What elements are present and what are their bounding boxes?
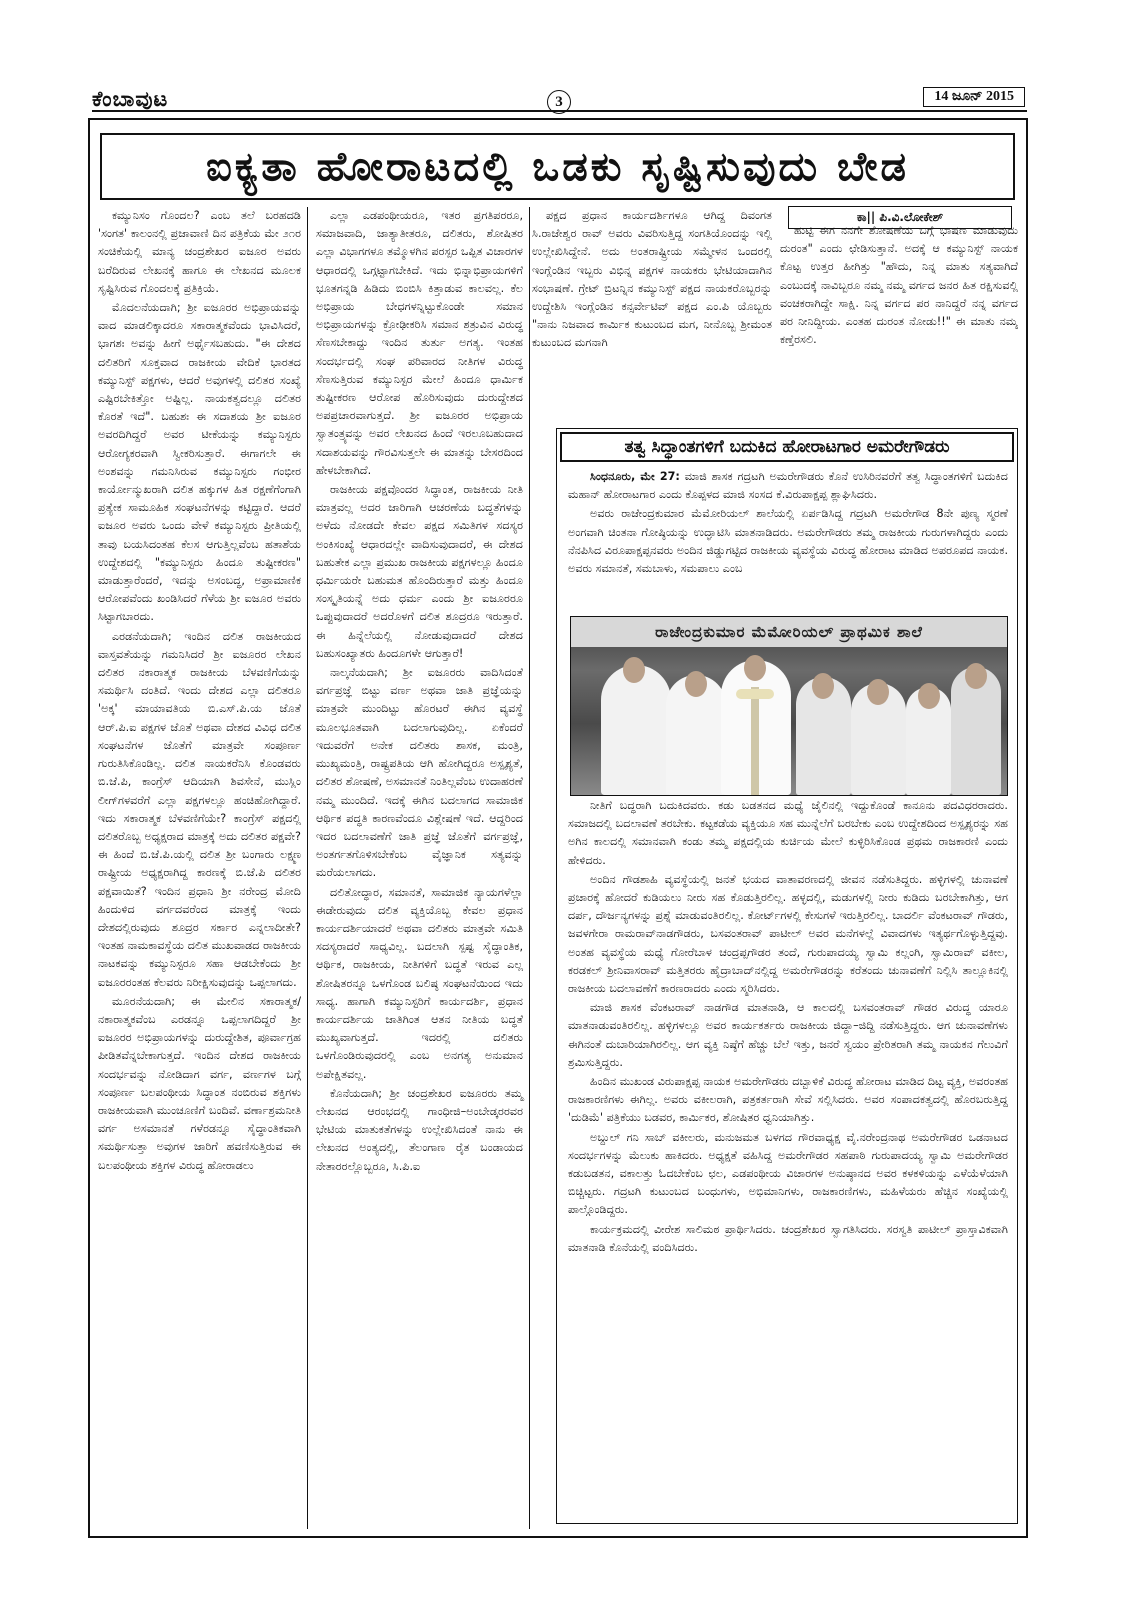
side-story-headline: ತತ್ವ ಸಿದ್ಧಾಂತಗಳಿಗೆ ಬದುಕಿದ ಹೋರಾಟಗಾರ ಅಮರೇಗೌಡರು — [560, 432, 1014, 462]
oil-lamp-top — [736, 689, 774, 699]
person-head — [918, 683, 940, 709]
lead-text: ಮಾಜಿ ಶಾಸಕ ಗದ್ರಟಗಿ ಅಮರೇಗೌಡರು ಕೊನೆ ಉಸಿರಿನವರೆಗೆ ತತ್ವ ಸಿದ್ಧಾಂತಗಳಿಗೆ ಬದುಕಿದ ಮಹಾನ್ ಹೋರಾಟಗಾರ ಎಂದು ಕೊಪ್ಪಳದ ಮಾಜಿ ಸಂಸದ ಕೆ.ವಿರುಪಾಕ್ಷಪ್ಪ ಶ್ಲಾಘಿಸಿದರು. — [568, 470, 1008, 502]
paragraph: ಮೂರನೆಯದಾಗಿ; ಈ ಮೇಲಿನ ಸಕಾರಾತ್ಮಕ/ನಕಾರಾತ್ಮಕವೆಂಬ ಎರಡನ್ನೂ ಒಪ್ಪಲಾಗದಿದ್ದರೆ ಶ್ರೀ ಐಜೂರರ ಅಭಿಪ್ರಾಯಗಳನ್ನು ದುರುದ್ದೇಶಿತ, ಪೂರ್ವಾಗ್ರಹ ಪೀಡಿತವೆನ್ನಬೇಕಾಗುತ್ತದೆ. ಇಂದಿನ ದೇಶದ ರಾಜಕೀಯ ಸಂದರ್ಭವನ್ನು ನೋಡಿದಾಗ ವರ್ಗ, ವರ್ಣಗಳ ಬಗ್ಗೆ ಸಂಪೂರ್ಣ ಬಲಪಂಥೀಯ ಸಿದ್ಧಾಂತ ನಂಬಿರುವ ಶಕ್ತಿಗಳು ರಾಜಕೀಯವಾಗಿ ಮುಂಚೂಣಿಗೆ ಬಂದಿವೆ. ವರ್ಣಾಶ್ರಮನೀತಿ ವರ್ಗ ಅಸಮಾನತೆ ಗಳೆರಡನ್ನೂ ಸೈದ್ಧಾಂತಿಕವಾಗಿ ಸಮರ್ಥಿಸುತ್ತಾ ಅವುಗಳ ಜಾರಿಗೆ ಹವಣಿಸುತ್ತಿರುವ ಈ ಬಲಪಂಥೀಯ ಶಕ್ತಿಗಳ ವಿರುದ್ಧ ಹೋರಾಡಲು — [98, 994, 301, 1172]
side-story-intro — [568, 468, 1008, 612]
article-column-4 — [780, 222, 1018, 422]
author-byline: ಕಾ|| ಪಿ.ವಿ.ಲೋಕೇಶ್ — [788, 206, 1012, 229]
paragraph: ನಾಲ್ಕನೆಯದಾಗಿ; ಶ್ರೀ ಐಜೂರರು ವಾದಿಸಿದಂತೆ ವರ್ಗಪ್ರಜ್ಞೆ ಬಿಟ್ಟು ವರ್ಣ ಅಥವಾ ಜಾತಿ ಪ್ರಜ್ಞೆಯನ್ನು ಮಾತ್ರವೇ ಮುಂದಿಟ್ಟು ಹೊರಟರೆ ಈಗಿನ ವ್ಯವಸ್ಥೆ ಮೂಲಭೂತವಾಗಿ ಬದಲಾಗುವುದಿಲ್ಲ. ಏಕೆಂದರೆ ಇದುವರೆಗೆ ಅನೇಕ ದಲಿತರು ಶಾಸಕ, ಮಂತ್ರಿ, ಮುಖ್ಯಮಂತ್ರಿ, ರಾಷ್ಟ್ರಪತಿಯ ಆಗಿ ಹೋಗಿದ್ದರೂ ಅಸ್ಪೃಶ್ಯತೆ, ದಲಿತರ ಶೋಷಣೆ, ಅಸಮಾನತೆ ನಿಂತಿಲ್ಲವೆಂಬ ಉದಾಹರಣೆ ನಮ್ಮ ಮುಂದಿದೆ. ಇದಕ್ಕೆ ಈಗಿನ ಬದಲಾಗದ ಸಾಮಾಜಿಕ ಆರ್ಥಿಕ ಪದ್ಧತಿ ಕಾರಣವೆಂದೂ ವಿಶ್ಲೇಷಣೆ ಇದೆ. ಆದ್ದರಿಂದ ಇದರ ಬದಲಾವಣೆಗೆ ಜಾತಿ ಪ್ರಜ್ಞೆ ಜೊತೆಗೆ ವರ್ಗಪ್ರಜ್ಞೆ, ಅಂತರ್ಗತಗೊಳಿಸಬೇಕೆಂಬ ವೈಜ್ಞಾನಿಕ ಸತ್ಯವನ್ನು ಮರೆಯಲಾಗದು. — [316, 666, 523, 880]
paragraph: ನೀತಿಗೆ ಬದ್ಧರಾಗಿ ಬದುಕಿದವರು. ಕಡು ಬಡತನದ ಮಧ್ಯೆ ಜೈಲಿನಲ್ಲಿ ಇದ್ದುಕೊಂಡೆ ಕಾನೂನು ಪದವಿಧರರಾದರು. ಸಮಾಜದಲ್ಲಿ ಬದಲಾವಣೆ ತರಬೇಕು. ಕಟ್ಟಕಡೆಯ ವ್ಯಕ್ತಿಯೂ ಸಹ ಮುನ್ನೆಲೆಗೆ ಬರಬೇಕು ಎಂಬ ಉದ್ದೇಶದಿಂದ ಅಸ್ಪೃಶ್ಯರನ್ನು ಸಹ ಅಗಿನ ಕಾಲದಲ್ಲಿ ಸಮಾನವಾಗಿ ಕಂಡು ತಮ್ಮ ಪಕ್ಷದಲ್ಲಿಯ ಕುರ್ಚಿಯ ಮೇಲೆ ಕುಳ್ಳಿರಿಸಿಕೊಂಡ ಪ್ರಥಮ ರಾಜಕಾರಣಿ ಎಂದು ಹೇಳಿದರು. — [568, 799, 1008, 867]
oil-lamp-stand — [751, 687, 759, 795]
person-head — [744, 655, 766, 681]
paragraph: ದಲಿತೋದ್ಧಾರ, ಸಮಾನತೆ, ಸಾಮಾಜಿಕ ನ್ಯಾಯಗಳೆಲ್ಲಾ ಈಡೇರುವುದು ದಲಿತ ವ್ಯಕ್ತಿಯೊಬ್ಬ ಕೇವಲ ಪ್ರಧಾನ ಕಾರ್ಯದರ್ಶಿಯಾದರೆ ಅಥವಾ ದಲಿತರು ಮಾತ್ರವೇ ಸಮಿತಿ ಸದಸ್ಯರಾದರೆ ಸಾಧ್ಯವಿಲ್ಲ. ಬದಲಾಗಿ ಸ್ಪಷ್ಟ ಸೈದ್ಧಾಂತಿಕ, ಆರ್ಥಿಕ, ರಾಜಕೀಯ, ನೀತಿಗಳಿಗೆ ಬದ್ಧತೆ ಇರುವ ಎಲ್ಲ ಶೋಷಿತರನ್ನೂ ಒಳಗೊಂಡ ಬಲಿಷ್ಠ ಸಂಘಟನೆಯಿಂದ ಇದು ಸಾಧ್ಯ. ಹಾಗಾಗಿ ಕಮ್ಯುನಿಸ್ಟರಿಗೆ ಕಾರ್ಯದರ್ಶಿ, ಪ್ರಧಾನ ಕಾರ್ಯದರ್ಶಿಯ ಜಾತಿಗಿಂತ ಆತನ ನೀತಿಯ ಬದ್ಧತೆ ಮುಖ್ಯವಾಗುತ್ತದೆ. ಇದರಲ್ಲಿ ದಲಿತರು ಒಳಗೊಂಡಿರುವುದರಲ್ಲಿ ಎಂಬ ಅನಗತ್ಯ ಅನುಮಾನ ಅಪೇಕ್ಷಿತವಲ್ಲ. — [316, 885, 523, 1081]
paragraph: ರಾಜಕೀಯ ಪಕ್ಷವೊಂದರ ಸಿದ್ಧಾಂತ, ರಾಜಕೀಯ ನೀತಿ ಮಾತ್ರವಲ್ಲ ಅದರ ಜಾರಿಗಾಗಿ ಆಚರಣೆಯ ಬದ್ಧತೆಗಳನ್ನು ಅಳೆದು ನೋಡದೇ ಕೇವಲ ಪಕ್ಷದ ಸಮಿತಿಗಳ ಸದಸ್ಯರ ಅಂಕಿಸಂಖ್ಯೆ ಆಧಾರದಲ್ಲೇ ವಾದಿಸುವುದಾದರೆ, ಈ ದೇಶದ ಬಹುತೇಕ ಎಲ್ಲಾ ಪ್ರಮುಖ ರಾಜಕೀಯ ಪಕ್ಷಗಳಲ್ಲೂ ಹಿಂದೂ ಧರ್ಮಿಯರೇ ಬಹುಮತ ಹೊಂದಿರುತ್ತಾರೆ ಮತ್ತು ಹಿಂದೂ ಸಂಸ್ಕೃತಿಯನ್ನೆ ಅದು ಧರ್ಮ ಎಂದು ಶ್ರೀ ಐಜೂರರೂ ಒಪ್ಪುವುದಾದರೆ ಅದರೊಳಗೆ ದಲಿತ ಶೂದ್ರರೂ ಇರುತ್ತಾರೆ. ಈ ಹಿನ್ನೆಲೆಯಲ್ಲಿ ನೋಡುವುದಾದರೆ ದೇಶದ ಬಹುಸಂಖ್ಯಾತರು ಹಿಂದೂಗಳೇ ಆಗುತ್ತಾರೆ! — [316, 483, 523, 660]
lead-paragraph — [568, 468, 1008, 504]
photo-banner-text: ರಾಜೇಂದ್ರಕುಮಾರ ಮೆಮೋರಿಯಲ್ ಪ್ರಾಥಮಿಕ ಶಾಲೆ — [571, 617, 1007, 647]
dateline: ಸಿಂಧನೂರು, ಮೇ 27: — [590, 470, 680, 483]
person-head — [623, 657, 645, 683]
paragraph: ಪಕ್ಷದ ಪ್ರಧಾನ ಕಾರ್ಯದರ್ಶಿಗಳೂ ಆಗಿದ್ದ ದಿವಂಗತ ಸಿ.ರಾಜೇಶ್ವರ ರಾವ್ ಅವರು ವಿವರಿಸುತ್ತಿದ್ದ ಸಂಗತಿಯೊಂದನ್ನು ಇಲ್ಲಿ ಉಲ್ಲೇಖಿಸಿದ್ದೇನೆ. ಅದು ಅಂತರಾಷ್ಟ್ರೀಯ ಸಮ್ಮೇಳನ ಒಂದರಲ್ಲಿ ಇಂಗ್ಲೆಂಡಿನ ಇಬ್ಬರು ವಿಭಿನ್ನ ಪಕ್ಷಗಳ ನಾಯಕರು ಭೇಟಿಯಾದಾಗಿನ ಸಂಭಾಷಣೆ. ಗ್ರೇಟ್ ಬ್ರಿಟನ್ನಿನ ಕಮ್ಯುನಿಸ್ಟ್ ಪಕ್ಷದ ನಾಯಕರೊಬ್ಬರನ್ನು ಉದ್ದೇಶಿಸಿ ಇಂಗ್ಲೆಂಡಿನ ಕನ್ಸರ್ವೇಟಿವ್ ಪಕ್ಷದ ಎಂ.ಪಿ ಯೊಬ್ಬರು "ನಾನು ನಿಜವಾದ ಕಾರ್ಮಿಕ ಕುಟುಂಬದ ಮಗ, ನೀನೊಬ್ಬ ಶ್ರೀಮಂತ ಕುಟುಂಬದ ಮಗನಾಗಿ — [532, 209, 772, 350]
person-figure — [601, 665, 671, 795]
page-number: 3 — [547, 90, 571, 114]
paragraph: ಅಂದಿನ ಗೌಡಶಾಹಿ ವ್ಯವಸ್ಥೆಯಲ್ಲಿ ಜನತೆ ಭಯದ ವಾತಾವರಣದಲ್ಲಿ ಜೀವನ ನಡೆಸುತಿದ್ದರು. ಹಳ್ಳಿಗಳಲ್ಲಿ ಚುನಾವಣೆ ಪ್ರಚಾರಕ್ಕೆ ಹೋದರೆ ಕುಡಿಯಲು ನೀರು ಸಹ ಕೊಡುತ್ತಿರಲಿಲ್ಲ. ಹಳ್ಳದಲ್ಲಿ, ಮಡುಗಳಲ್ಲಿ ನೀರು ಕುಡಿದು ಬರಬೇಕಾಗಿತ್ತು, ಆಗ ದರ್ಪ, ದೌರ್ಜನ್ಯಗಳನ್ನು ಪ್ರಶ್ನೆ ಮಾಡುವಂತಿರಲಿಲ್ಲ. ಕೋರ್ಟ್‌ಗಳಲ್ಲಿ ಕೇಸುಗಳೆ ಇರುತ್ತಿರಲಿಲ್ಲ. ಬಾದರ್ಲಿ ವೆಂಕಟರಾವ್ ಗೌಡರು, ಜವಳಗೇರಾ ರಾಮರಾವ್‌ನಾಡಗೌಡರು, ಬಸವಂತರಾವ್ ಪಾಟೀಲ್ ಅವರ ಮನೆಗಳಲ್ಲೆ ವಿವಾದಗಳು ಇತ್ಯರ್ಥಗೊಳ್ಳುತ್ತಿದ್ದವು. ಅಂತಹ ವ್ಯವಸ್ಥೆಯ ಮಧ್ಯೆ ಗೋರೆಬಾಳ ಚಂದ್ರಪ್ಪಗೌಡರ ತಂದೆ, ಗುರುಪಾದಯ್ಯ ಸ್ವಾಮಿ ಕಲ್ಲಂಗಿ, ಸ್ವಾಮಿರಾವ್ ವಕೀಲ, ಕರಡಕಲ್ ಶ್ರೀನಿವಾಸರಾವ್ ಮತ್ತಿತರರು ಹೈದ್ರಾಬಾದ್‌ನಲ್ಲಿದ್ದ ಅಮರೇಗೌಡರನ್ನು ಕರೆತಂದು ಚುನಾವಣೆಗೆ ನಿಲ್ಲಿಸಿ ತಾಲ್ಲೂಕಿನಲ್ಲಿ ರಾಜಕೀಯ ಬದಲಾವಣೆಗೆ ಕಾರಣರಾದರು ಎಂದು ಸ್ಮರಿಸಿದರು. — [568, 872, 1008, 996]
paragraph: ಎಲ್ಲಾ ಎಡಪಂಥೀಯರೂ, ಇತರ ಪ್ರಗತಿಪರರೂ, ಸಮಾಜವಾದಿ, ಜಾತ್ಯಾತೀತರೂ, ದಲಿತರು, ಶೋಷಿತರ ಎಲ್ಲಾ ವಿಭಾಗಗಳೂ ತಮ್ಮೊಳಗಿನ ಪರಸ್ಪರ ಒಪ್ಪಿತ ವಿಚಾರಗಳ ಆಧಾರದಲ್ಲಿ ಒಗ್ಗಟ್ಟಾಗಬೇಕಿದೆ. ಇದು ಭಿನ್ನಾಭಿಪ್ರಾಯಗಳಿಗೆ ಭೂತಗನ್ನಡಿ ಹಿಡಿದು ಬಿಂಬಿಸಿ ಕಿತ್ತಾಡುವ ಕಾಲವಲ್ಲ. ಕೆಲ ಅಭಿಪ್ರಾಯ ಬೇಧಗಳನ್ನಿಟ್ಟುಕೊಂಡೇ ಸಮಾನ ಅಭಿಪ್ರಾಯಗಳನ್ನು ಕ್ರೋಢೀಕರಿಸಿ ಸಮಾನ ಶತ್ರುವಿನ ವಿರುದ್ಧ ಸೆಣಸಬೇಕಾದ್ದು ಇಂದಿನ ತುರ್ತು ಅಗತ್ಯ. ಇಂತಹ ಸಂದರ್ಭದಲ್ಲಿ ಸಂಘ ಪರಿವಾರದ ನೀತಿಗಳ ವಿರುದ್ಧ ಸೆಣಸುತ್ತಿರುವ ಕಮ್ಯುನಿಸ್ಟರ ಮೇಲೆ ಹಿಂದೂ ಧಾರ್ಮಿಕ ತುಷ್ಟೀಕರಣ ಆರೋಪ ಹೊರಿಸುವುದು ದುರುದ್ದೇಶದ ಅಪಪ್ರಚಾರವಾಗುತ್ತದೆ. ಶ್ರೀ ಐಜೂರರ ಅಭಿಪ್ರಾಯ ಸ್ವಾತಂತ್ರ್ಯವನ್ನು ಅವರ ಲೇಖನದ ಹಿಂದೆ ಇರಲೂಬಹುದಾದ ಸದಾಶಯವನ್ನು ಗೌರವಿಸುತ್ತಲೇ ಈ ಮಾತನ್ನು ಬೇಸರದಿಂದ ಹೇಳಬೇಕಾಗಿದೆ. — [316, 209, 523, 477]
paragraph: ಎರಡನೆಯದಾಗಿ; ಇಂದಿನ ದಲಿತ ರಾಜಕೀಯದ ವಾಸ್ತವತೆಯನ್ನು ಗಮನಿಸಿದರೆ ಶ್ರೀ ಐಜೂರರ ಲೇಖನ ದಲಿತರ ನಕಾರಾತ್ಮಕ ರಾಜಕೀಯ ಬೆಳವಣಿಗೆಯನ್ನು ಸಮರ್ಥಿಸಿ ದಂತಿದೆ. ಇಂದು ದೇಶದ ಎಲ್ಲಾ ದಲಿತರೂ 'ಅಕ್ಕ' ಮಾಯಾವತಿಯ ಬಿ.ಎಸ್.ಪಿ.ಯ ಜೊತೆ ಆರ್.ಪಿ.ಐ ಪಕ್ಷಗಳ ಜೊತೆ ಅಥವಾ ದೇಶದ ವಿವಿಧ ದಲಿತ ಸಂಘಟನೆಗಳ ಜೊತೆಗೆ ಮಾತ್ರವೇ ಸಂಪೂರ್ಣ ಗುರುತಿಸಿಕೊಂಡಿಲ್ಲ. ದಲಿತ ನಾಯಕರೆನಿಸಿ ಕೊಂಡವರು ಬಿ.ಜೆ.ಪಿ, ಕಾಂಗ್ರೆಸ್ ಆದಿಯಾಗಿ ಶಿವಸೇನೆ, ಮುಸ್ಲಿಂ ಲೀಗ್‌ಗಳವರೆಗೆ ಎಲ್ಲಾ ಪಕ್ಷಗಳಲ್ಲೂ ಹಂಚಿಹೋಗಿದ್ದಾರೆ. ಇದು ಸಕಾರಾತ್ಮಕ ಬೆಳವಣಿಗೆಯೇ? ಕಾಂಗ್ರೆಸ್ ಪಕ್ಷದಲ್ಲಿ ದಲಿತರೊಬ್ಬ ಅಧ್ಯಕ್ಷರಾದ ಮಾತ್ರಕ್ಕೆ ಅದು ದಲಿತರ ಪಕ್ಷವೇ? ಈ ಹಿಂದೆ ಬಿ.ಜೆ.ಪಿ.ಯಲ್ಲಿ ದಲಿತ ಶ್ರೀ ಬಂಗಾರು ಲಕ್ಷ್ಮಣ ರಾಷ್ಟ್ರೀಯ ಅಧ್ಯಕ್ಷರಾಗಿದ್ದ ಕಾರಣಕ್ಕೆ ಬಿ.ಜೆ.ಪಿ ದಲಿತರ ಪಕ್ಷವಾಯಿತೆ? ಇಂದಿನ ಪ್ರಧಾನಿ ಶ್ರೀ ನರೇಂದ್ರ ಮೋದಿ ಹಿಂದುಳಿದ ವರ್ಗದವರೆಂದ ಮಾತ್ರಕ್ಕೆ ಇಂದು ದೇಶದಲ್ಲಿರುವುದು ಶೂದ್ರರ ಸರ್ಕಾರ ಎನ್ನಲಾದೀತೇ? ಇಂತಹ ನಾಮಕಾವಸ್ಥೆಯ ದಲಿತ ಮುಖವಾಡದ ರಾಜಕೀಯ ನಾಟಕವನ್ನು ಕಮ್ಯುನಿಸ್ಟರೂ ಸಹಾ ಆಡಬೇಕೆಂದು ಶ್ರೀ ಐಜೂರರಂತಹ ಕೆಲವರು ನಿರೀಕ್ಷಿಸುವುದನ್ನು ಒಪ್ಪಲಾಗದು. — [98, 629, 301, 989]
masthead — [92, 86, 1027, 112]
article-column-1 — [98, 207, 308, 1529]
side-story-body — [568, 797, 1008, 1519]
paragraph: ಮೊದಲನೆಯದಾಗಿ; ಶ್ರೀ ಐಜೂರರ ಅಭಿಪ್ರಾಯವನ್ನು ವಾದ ಮಾಡಲಿಕ್ಕಾದರೂ ಸಕಾರಾತ್ಮಕವೆಂದು ಭಾವಿಸಿದರೆ, ಭಾಗಶಃ ಅವನ್ನು ಹೀಗೆ ಅರ್ಥೈಸಬಹುದು. "ಈ ದೇಶದ ದಲಿತರಿಗೆ ಸೂಕ್ತವಾದ ರಾಜಕೀಯ ವೇದಿಕೆ ಭಾರತದ ಕಮ್ಯುನಿಸ್ಟ್ ಪಕ್ಷಗಳು, ಆದರೆ ಅವುಗಳಲ್ಲಿ ದಲಿತರ ಸಂಖ್ಯೆ ಎಷ್ಟಿರಬೇಕಿತ್ತೋ ಅಷ್ಟಿಲ್ಲ. ನಾಯಕತ್ವದಲ್ಲೂ ದಲಿತರ ಕೊರತೆ ಇದೆ". ಬಹುಶಃ ಈ ಸದಾಶಯ ಶ್ರೀ ಐಜೂರ ಅವರದಿಗಿದ್ದರೆ ಅವರ ಟೀಕೆಯನ್ನು ಕಮ್ಯುನಿಸ್ಟರು ಆರೋಗ್ಯಕರವಾಗಿ ಸ್ವೀಕರಿಸುತ್ತಾರೆ. ಈಗಾಗಲೇ ಈ ಅಂಶವನ್ನು ಗಮನಿಸಿರುವ ಕಮ್ಯುನಿಸ್ಟರು ಗಂಭೀರ ಕಾರ್ಯೋನ್ಮುಖರಾಗಿ ದಲಿತ ಹಕ್ಕುಗಳ ಹಿತ ರಕ್ಷಣೆಗೆಂಗಾಗಿ ಪ್ರತ್ಯೇಕ ಸಾಮೂಹಿಕ ಸಂಘಟನೆಗಳನ್ನು ಕಟ್ಟಿದ್ದಾರೆ. ಆದರೆ ಐಜೂರ ಅವರು ಒಂದು ವೇಳೆ ಕಮ್ಯುನಿಸ್ಟರು ಪ್ರೀತಿಯಲ್ಲಿ ತಾವು ಬಯಸಿದಂತಹ ಕೆಲಸ ಆಗುತ್ತಿಲ್ಲವೆಂಬ ಹತಾಶೆಯ ಉದ್ದೇಶದಲ್ಲಿ "ಕಮ್ಯುನಿಸ್ಟರು ಹಿಂದೂ ತುಷ್ಟೀಕರಣ" ಮಾಡುತ್ತಾರೆಂದರೆ, ಇದನ್ನು ಅಸಂಬದ್ಧ, ಅಪ್ರಾಮಾಣಿಕ ಆರೋಪವೆಂದು ಖಂಡಿಸಿದರೆ ಗೆಳೆಯ ಶ್ರೀ ಐಜೂರ ಅವರು ಸಿಟ್ಟಾಗಬಾರದು. — [98, 301, 301, 624]
issue-date: 14 ಜೂನ್ 2015 — [923, 87, 1025, 107]
main-headline: ಐಕ್ಯತಾ ಹೋರಾಟದಲ್ಲಿ ಒಡಕು ಸೃಷ್ಟಿಸುವುದು ಬೇಡ — [100, 133, 1015, 200]
paragraph: ಅಬ್ದುಲ್ ಗನಿ ಸಾಬ್ ವಕೀಲರು, ಮನುಜಮತ ಬಳಗದ ಗೌರವಾಧ್ಯಕ್ಷ ವೈ.ನರೇಂದ್ರನಾಥ ಅಮರೇಗೌಡರ ಒಡನಾಟದ ಸಂದರ್ಭಗಳನ್ನು ಮೆಲುಕು ಹಾಕಿದರು. ಅಧ್ಯಕ್ಷತೆ ವಹಿಸಿದ್ದ ಅಮರೇಗೌಡರ ಸಹಪಾಠಿ ಗುರುಪಾದಯ್ಯ ಸ್ವಾಮಿ ಅಮರೇಗೌಡರ ಕಡುಬಡತನ, ವಕಾಲತ್ತು ಓದಬೇಕೆಂಬ ಛಲ, ಎಡಪಂಥೀಯ ವಿಚಾರಗಳ ಅನುಷ್ಠಾನದ ಅವರ ಕಳಕಳಿಯನ್ನು ಎಳೆಯೆಳೆಯಾಗಿ ಬಿಚ್ಚಿಟ್ಟರು. ಗದ್ರಟಗಿ ಕುಟುಂಬದ ಬಂಧುಗಳು, ಅಭಿಮಾನಿಗಳು, ರಾಜಕಾರಣಿಗಳು, ಮಹಿಳೆಯರು ಹೆಚ್ಚಿನ ಸಂಖ್ಯೆಯಲ್ಲಿ ಪಾಲ್ಗೊಂಡಿದ್ದರು. — [568, 1130, 1008, 1217]
person-head — [965, 663, 987, 689]
article-column-2 — [316, 207, 530, 1529]
paragraph: ಕಮ್ಯುನಿಸಂ ಗೊಂದಲ? ಎಂಬ ತಲೆ ಬರಹದಡಿ 'ಸಂಗತ' ಕಾಲಂನಲ್ಲಿ ಪ್ರಜಾವಾಣಿ ದಿನ ಪತ್ರಿಕೆಯ ಮೇ ೨೧ರ ಸಂಚಿಕೆಯಲ್ಲಿ ಮಾನ್ಯ ಚಂದ್ರಶೇಖರ ಐಜೂರ ಅವರು ಬರೆದಿರುವ ಲೇಖನಕ್ಕೆ ಹಾಗೂ ಈ ಲೇಖನದ ಮೂಲಕ ಸೃಷ್ಟಿಸಿರುವ ಗೊಂದಲಕ್ಕೆ ಪ್ರತಿಕ್ರಿಯೆ. — [98, 209, 301, 295]
paragraph: ಹಿಂದಿನ ಮುಖಂಡ ವಿರುಪಾಕ್ಷಪ್ಪ ನಾಯಕ ಅಮರೇಗೌಡರು ದಬ್ಬಾಳಿಕೆ ವಿರುದ್ಧ ಹೋರಾಟ ಮಾಡಿದ ದಿಟ್ಟ ವ್ಯಕ್ತಿ, ಅವರಂತಹ ರಾಜಕಾರಣಿಗಳು ಈಗಿಲ್ಲ. ಅವರು ವಕೀಲರಾಗಿ, ಪತ್ರಕರ್ತರಾಗಿ ಸೇವೆ ಸಲ್ಲಿಸಿದರು. ಅವರ ಸಂಪಾದಕತ್ವದಲ್ಲಿ ಹೊರಬರುತ್ತಿದ್ದ 'ದುಡಿಮೆ' ಪತ್ರಿಕೆಯು ಬಡವರ, ಕಾರ್ಮಿಕರ, ಶೋಷಿತರ ಧ್ವನಿಯಾಗಿತ್ತು. — [568, 1075, 1008, 1125]
article-column-3 — [532, 207, 772, 422]
person-head — [812, 673, 834, 699]
event-photo — [570, 616, 1008, 796]
paragraph: ಅವರು ರಾಜೇಂದ್ರಕುಮಾರ ಮೆಮೋರಿಯಲ್ ಶಾಲೆಯಲ್ಲಿ ಏರ್ಪಡಿಸಿದ್ದ ಗದ್ರಟಗಿ ಅಮರೇಗೌಡ 8ನೇ ಪುಣ್ಯ ಸ್ಮರಣೆ ಅಂಗವಾಗಿ ಚಿಂತನಾ ಗೋಷ್ಠಿಯನ್ನು ಉದ್ಘಾಟಿಸಿ ಮಾತನಾಡಿದರು. ಅಮರೇಗೌಡರು ತಮ್ಮ ರಾಜಕೀಯ ಗುರುಗಳಾಗಿದ್ದರು ಎಂದು ನೆನಪಿಸಿದ ವಿರೂಪಾಕ್ಷಪ್ಪನವರು ಅಂದಿನ ಜಿಡ್ಡುಗಟ್ಟಿದ ರಾಜಕೀಯ ವ್ಯವಸ್ಥೆಯ ವಿರುದ್ಧ ಹೋರಾಟ ಮಾಡಿದ ಅಪರೂಪದ ನಾಯಕ. ಅವರು ಸಮಾನತೆ, ಸಮಬಾಳು, ಸಮಪಾಲು ಎಂಬ — [568, 507, 1008, 576]
paragraph: ಕೊನೆಯದಾಗಿ; ಶ್ರೀ ಚಂದ್ರಶೇಖರ ಐಜೂರರು ತಮ್ಮ ಲೇಖನದ ಆರಂಭದಲ್ಲಿ ಗಾಂಧೀಜಿ–ಅಂಬೇಡ್ಕರರವರ ಭೇಟಿಯ ಮಾತುಕತೆಗಳನ್ನು ಉಲ್ಲೇಖಿಸಿದಂತೆ ನಾನು ಈ ಲೇಖನದ ಅಂತ್ಯದಲ್ಲಿ, ತೆಲಂಗಾಣ ರೈತ ಬಂಡಾಯದ ನೇತಾರರಲ್ಲೊಬ್ಬರೂ, ಸಿ.ಪಿ.ಐ — [316, 1086, 523, 1173]
masthead-rule — [92, 110, 1027, 112]
person-head — [685, 671, 707, 697]
person-head — [867, 679, 889, 705]
paragraph: ಕಾರ್ಯಕ್ರಮದಲ್ಲಿ ವೀರೇಶ ಸಾಲಿಮಠ ಪ್ರಾರ್ಥಿಸಿದರು. ಚಂದ್ರಶೇಖರ ಸ್ವಾಗತಿಸಿದರು. ಸರಸ್ವತಿ ಪಾಟೀಲ್ ಪ್ರಾಸ್ತಾವಿಕವಾಗಿ ಮಾತನಾಡಿ ಕೊನೆಯಲ್ಲಿ ವಂದಿಸಿದರು. — [568, 1222, 1008, 1254]
paragraph: ಹುಟ್ಟಿ ಈಗ ನನಗೇ ಶೋಷಣೆಯ ಬಗ್ಗೆ ಭಾಷಣ ಮಾಡುವುದು ದುರಂತ" ಎಂದು ಛೇಡಿಸುತ್ತಾನೆ. ಅದಕ್ಕೆ ಆ ಕಮ್ಯುನಿಸ್ಟ್ ನಾಯಕ ಕೊಟ್ಟ ಉತ್ತರ ಹೀಗಿತ್ತು "ಹೌದು, ನಿನ್ನ ಮಾತು ಸತ್ಯವಾಗಿದೆ ಎಂಬುದಕ್ಕೆ ನಾವಿಬ್ಬರೂ ನಮ್ಮ ನಮ್ಮ ವರ್ಗದ ಜನರ ಹಿತ ರಕ್ಷಿಸುವಲ್ಲಿ ವಂಚಕರಾಗಿದ್ದೇ ಸಾಕ್ಷಿ. ನಿನ್ನ ವರ್ಗದ ಪರ ನಾನಿದ್ದರೆ ನನ್ನ ವರ್ಗದ ಪರ ನೀನಿದ್ದೀಯ. ಎಂತಹ ದುರಂತ ನೋಡು!!" ಈ ಮಾತು ನಮ್ಮ ಕಣ್ತೆರಸಲಿ. — [780, 224, 1018, 347]
paragraph: ಮಾಜಿ ಶಾಸಕ ವೆಂಕಟರಾವ್ ನಾಡಗೌಡ ಮಾತನಾಡಿ, ಆ ಕಾಲದಲ್ಲಿ ಬಸವಂತರಾವ್ ಗೌಡರ ವಿರುದ್ಧ ಯಾರೂ ಮಾತನಾಡುವಂತಿರಲಿಲ್ಲ. ಹಳ್ಳಿಗಳಲ್ಲೂ ಅವರ ಕಾರ್ಯಕರ್ತರು ರಾಜಕೀಯ ಜಿದ್ದಾ–ಜಿದ್ದಿ ನಡೆಸುತ್ತಿದ್ದರು. ಆಗ ಚುನಾವಣೆಗಳು ಈಗಿನಂತೆ ದುಬಾರಿಯಾಗಿರಲಿಲ್ಲ. ಆಗ ವ್ಯಕ್ತಿ ನಿಷ್ಠೆಗೆ ಹೆಚ್ಚು ಬೆಲೆ ಇತ್ತು, ಜನರೆ ಸ್ವಯಂ ಪ್ರೇರಿತರಾಗಿ ತಮ್ಮ ನಾಯಕನ ಗೆಲುವಿಗೆ ಶ್ರಮಿಸುತ್ತಿದ್ದರು. — [568, 1001, 1008, 1069]
newspaper-brand: ಕೆಂಬಾವುಟ — [92, 86, 169, 111]
